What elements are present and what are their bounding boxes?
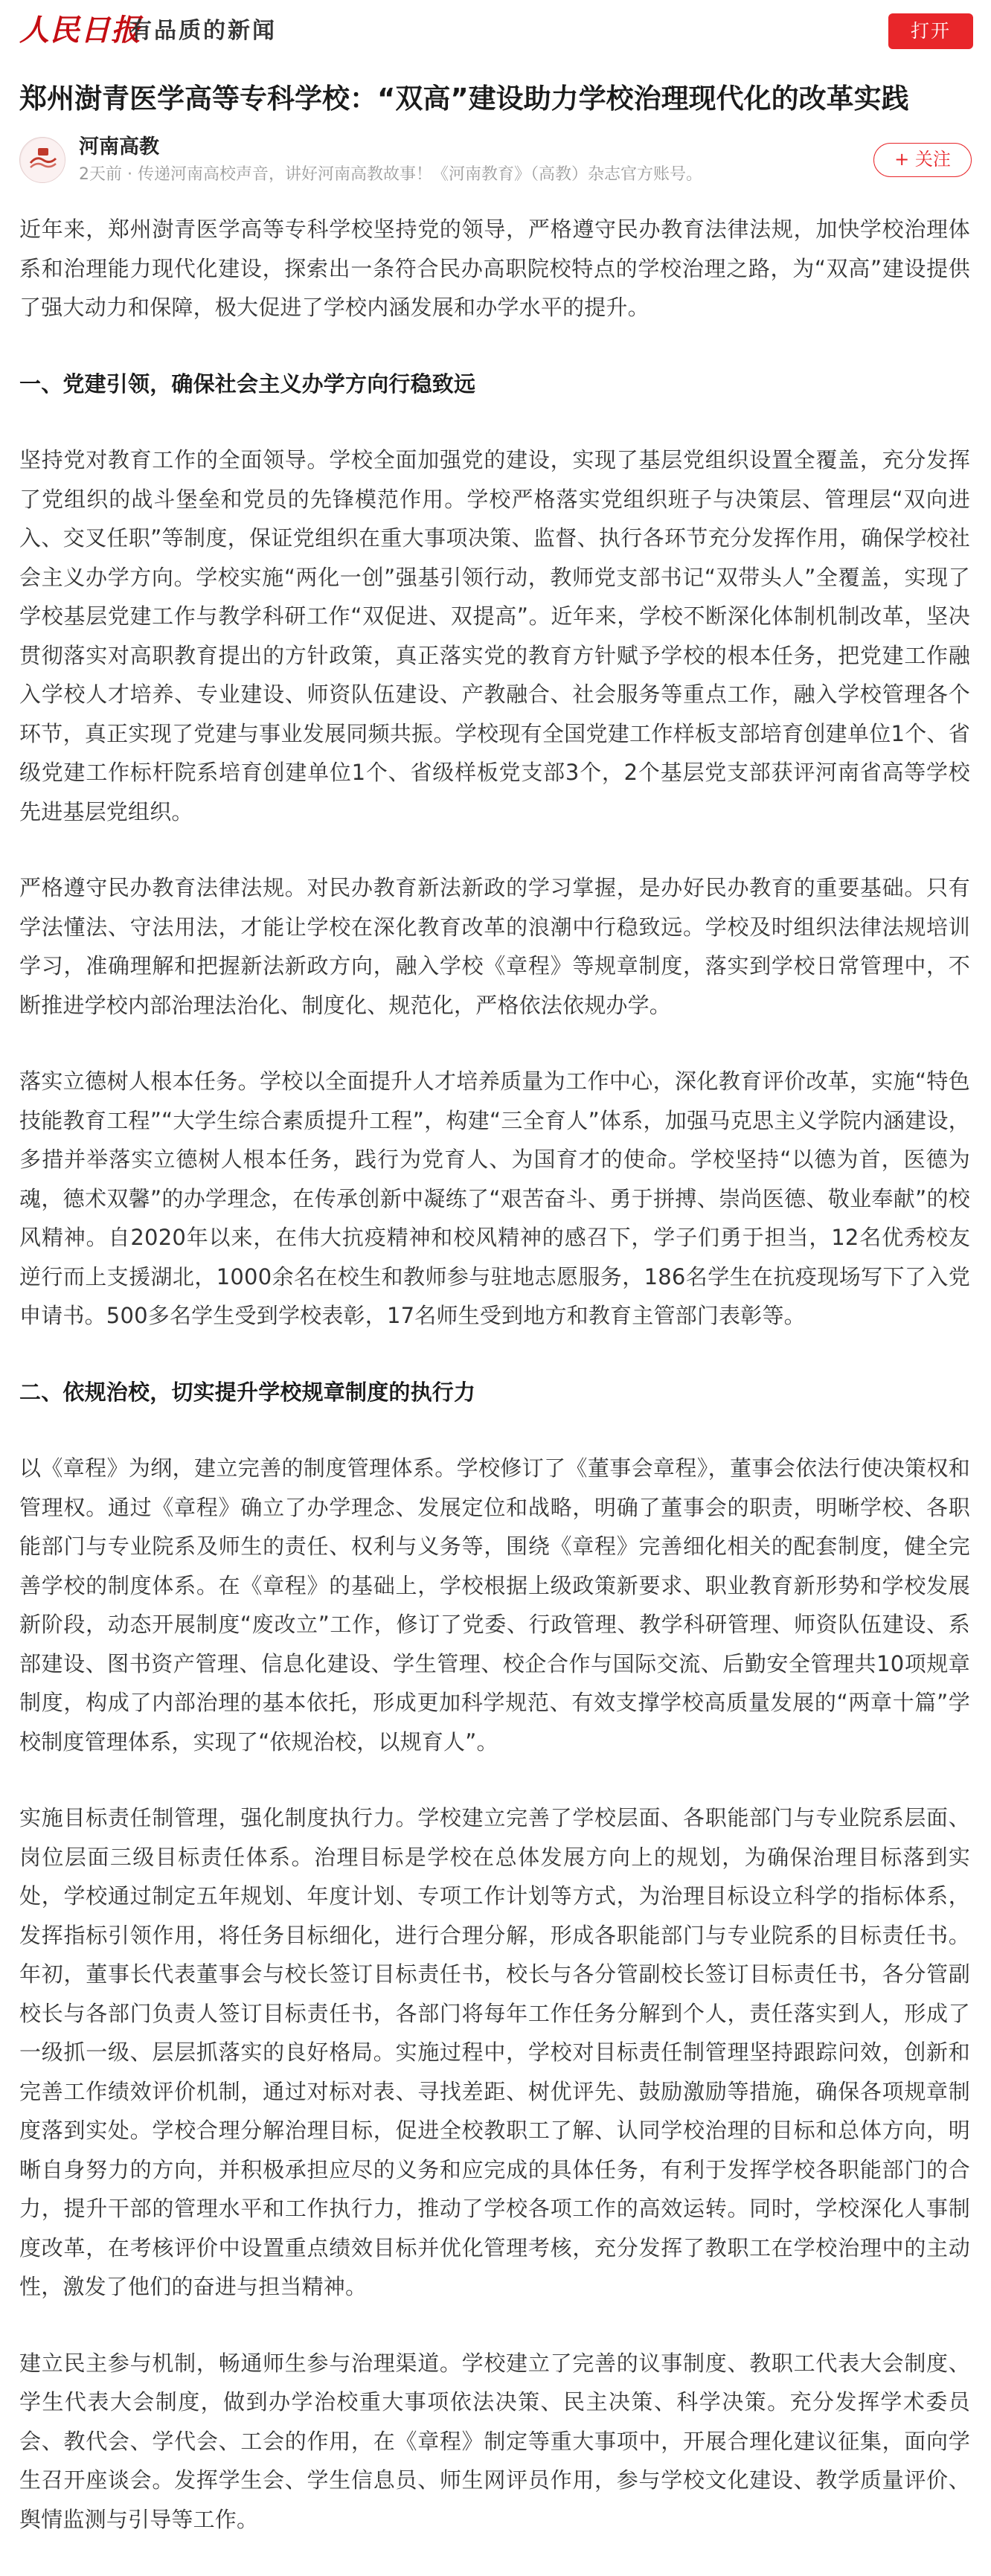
open-app-button[interactable]: 打开 [888,13,973,49]
article-body [19,210,970,2576]
section-heading: 一、党建引领，确保社会主义办学方向行稳致远 [19,371,476,397]
author-name[interactable]: 河南高教 [79,135,159,158]
top-bar [0,0,991,67]
paragraph: 实施目标责任制管理，强化制度执行力。学校建立完善了学校层面、各职能部门与专业院系层面、岗位层面三级目标责任体系。治理目标是学校在总体发展方向上的规划，为确保治理目标落到实处，学校通过制定五年规划、年度计划、专项工作计划等方式，为治理目标设立科学的指标体系，发挥指标引领作用，将任务目标细化，进行合理分解，形成各职能部门与专业院系的目标责任书。年初，董事长代表董事会与校长签订目标责任书，校长与各分管副校长签订目标责任书，各分管副校长与各部门负责人签订目标责任书，各部门将每年工作任务分解到个人，责任落实到人，形成了一级抓一级、层层抓落实的良好格局。实施过程中，学校对目标责任制管理坚持跟踪问效，创新和完善工作绩效评价机制，通过对标对表、寻找差距、树优评先、鼓励激励等措施，确保各项规章制度落到实处。学校合理分解治理目标，促进全校教职工了解、认同学校治理的目标和总体方向，明晰自身努力的方向，并积极承担应尽的义务和应完成的具体任务，有利于发挥学校各职能部门的合力，提升干部的管理水平和工作执行力，推动了学校各项工作的高效运转。同时，学校深化人事制度改革，在考核评价中设置重点绩效目标并优化管理考核，充分发挥了教职工在学校治理中的主动性，激发了他们的奋进与担当精神。 [19,1805,970,2299]
paragraph: 坚持党对教育工作的全面领导。学校全面加强党的建设，实现了基层党组织设置全覆盖，充分发挥了党组织的战斗堡垒和党员的先锋模范作用。学校严格落实党组织班子与决策层、管理层“双向进入、交叉任职”等制度，保证党组织在重大事项决策、监督、执行各环节充分发挥作用，确保学校社会主义办学方向。学校实施“两化一创”强基引领行动，教师党支部书记“双带头人”全覆盖，实现了学校基层党建工作与教学科研工作“双促进、双提高”。近年来，学校不断深化体制机制改革，坚决贯彻落实对高职教育提出的方针政策，真正落实党的教育方针赋予学校的根本任务，把党建工作融入学校人才培养、专业建设、师资队伍建设、产教融合、社会服务等重点工作，融入学校管理各个环节，真正实现了党建与事业发展同频共振。学校现有全国党建工作样板支部培育创建单位1个、省级党建工作标杆院系培育创建单位1个、省级样板党支部3个，2个基层党支部获评河南省高等学校先进基层党组织。 [19,447,970,824]
paragraph: 以《章程》为纲，建立完善的制度管理体系。学校修订了《董事会章程》，董事会依法行使决策权和管理权。通过《章程》确立了办学理念、发展定位和战略，明确了董事会的职责，明晰学校、各职能部门与专业院系及师生的责任、权利与义务等，围绕《章程》完善细化相关的配套制度，健全完善学校的制度体系。在《章程》的基础上，学校根据上级政策新要求、职业教育新形势和学校发展新阶段，动态开展制度“废改立”工作，修订了党委、行政管理、教学科研管理、师资队伍建设、系部建设、图书资产管理、信息化建设、学生管理、校企合作与国际交流、后勤安全管理共10项规章制度，构成了内部治理的基本依托，形成更加科学规范、有效支撑学校高质量发展的“两章十篇”学校制度管理体系，实现了“依规治校，以规育人”。 [19,1455,971,1755]
paragraph: 落实立德树人根本任务。学校以全面提升人才培养质量为工作中心，深化教育评价改革，实施“特色技能教育工程”“大学生综合素质提升工程”，构建“三全育人”体系，加强马克思主义学院内涵建设，多措并举落实立德树人根本任务，践行为党育人、为国育才的使命。学校坚持“以德为首，医德为魂，德术双馨”的办学理念，在传承创新中凝练了“艰苦奋斗、勇于拼搏、崇尚医德、敬业奉献”的校风精神。自2020年以来，在伟大抗疫精神和校风精神的感召下，学子们勇于担当，12名优秀校友逆行而上支援湖北，1000余名在校生和教师参与驻地志愿服务，186名学生在抗疫现场写下了入党申请书。500多名学生受到学校表彰，17名师生受到地方和教育主管部门表彰等。 [19,1068,970,1328]
author-row [19,132,979,192]
article-title: 郑州澍青医学高等专科学校：“双高”建设助力学校治理现代化的改革实践 [19,82,909,115]
river-emblem-icon [20,138,65,183]
avatar[interactable] [19,137,65,183]
follow-button[interactable]: + 关注 [873,143,972,177]
section-heading: 二、依规治校，切实提升学校规章制度的执行力 [19,1379,476,1405]
brand-logo[interactable]: 人民日报 [19,13,141,48]
slogan: 有品质的新闻 [129,18,277,44]
paragraph: 严格遵守民办教育法律法规。对民办教育新法新政的学习掌握，是办好民办教育的重要基础。只有学法懂法、守法用法，才能让学校在深化教育改革的浪潮中行稳致远。学校及时组织法律法规培训学习，准确理解和把握新法新政方向，融入学校《章程》等规章制度，落实到学校日常管理中，不断推进学校内部治理法治化、制度化、规范化，严格依法依规办学。 [19,875,970,1018]
paragraph: 近年来，郑州澍青医学高等专科学校坚持党的领导，严格遵守民办教育法律法规，加快学校治理体系和治理能力现代化建设，探索出一条符合民办高职院校特点的学校治理之路，为“双高”建设提供了强大动力和保障，极大促进了学校内涵发展和办学水平的提升。 [19,217,970,320]
author-meta: 2天前 · 传递河南高校声音，讲好河南高教故事！《河南教育》（高教）杂志官方账号。 [79,165,702,184]
paragraph: 建立民主参与机制，畅通师生参与治理渠道。学校建立了完善的议事制度、教职工代表大会制度、学生代表大会制度，做到办学治校重大事项依法决策、民主决策、科学决策。充分发挥学术委员会、教代会、学代会、工会的作用，在《章程》制定等重大事项中，开展合理化建议征集，面向学生召开座谈会。发挥学生会、学生信息员、师生网评员作用，参与学校文化建设、教学质量评价、舆情监测与引导等工作。 [19,2350,970,2532]
